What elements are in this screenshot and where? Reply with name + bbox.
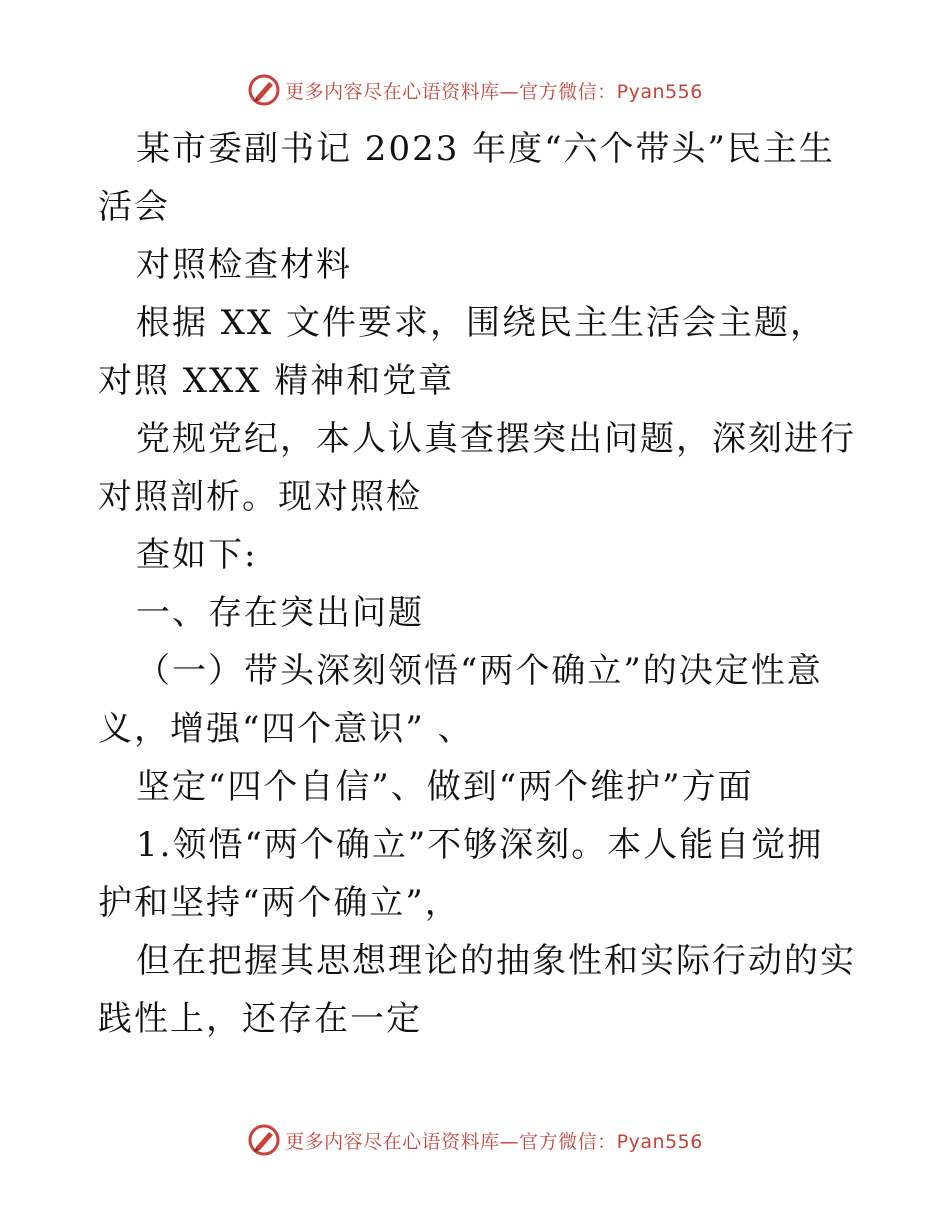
- header-watermark: [0, 70, 950, 110]
- pen-logo-icon: [247, 73, 281, 107]
- subsection-heading: （一）带头深刻领悟“两个确立”的决定性意义，增强“四个意识” 、: [98, 651, 823, 749]
- body-paragraph: 1.领悟“两个确立”不够深刻。本人能自觉拥护和坚持“两个确立”，: [98, 825, 824, 923]
- document-body: [98, 120, 858, 1048]
- section-heading: 一、存在突出问题: [136, 593, 424, 633]
- watermark-text: 更多内容尽在心语资料库—官方微信：Pyan556: [285, 1130, 703, 1153]
- pen-logo-icon: [247, 1123, 281, 1157]
- watermark-text: 更多内容尽在心语资料库—官方微信：Pyan556: [285, 80, 703, 103]
- body-paragraph: 根据 XX 文件要求，围绕民主生活会主题，对照 XXX 精神和党章: [98, 303, 827, 401]
- body-paragraph: 查如下:: [136, 535, 258, 575]
- body-paragraph: 党规党纪，本人认真查摆突出问题，深刻进行对照剖析。现对照检: [98, 419, 856, 517]
- doc-subtitle-line: 对照检查材料: [136, 245, 352, 285]
- footer-watermark: [0, 1120, 950, 1160]
- body-paragraph: 坚定“四个自信”、做到“两个维护”方面: [136, 767, 754, 807]
- body-paragraph: 但在把握其思想理论的抽象性和实际行动的实践性上，还存在一定: [98, 941, 856, 1039]
- doc-title-line: 某市委副书记 2023 年度“六个带头”民主生活会: [98, 129, 835, 227]
